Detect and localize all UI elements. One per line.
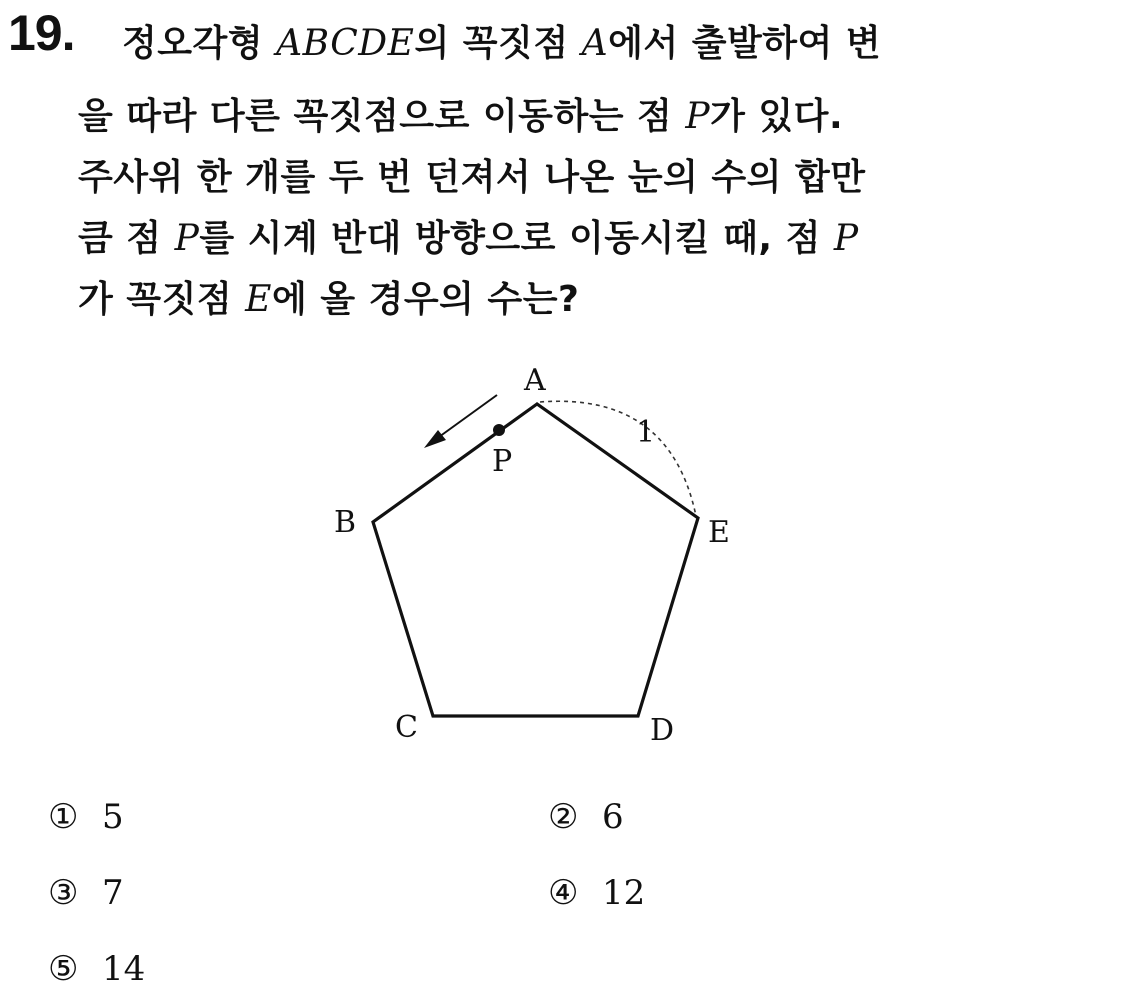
point-var: P [685, 96, 711, 137]
choice-mark: ① [48, 797, 79, 837]
choice-value: 12 [602, 873, 646, 913]
text: 을 따라 다른 꼭짓점으로 이동하는 점 [78, 96, 686, 137]
choice-value: 6 [602, 797, 624, 837]
text: 를 시계 반대 방향으로 이동시킬 때, 점 [199, 218, 834, 259]
choice-1[interactable] [48, 797, 124, 837]
text: 가 있다. [710, 96, 844, 137]
text: 가 꼭짓점 [78, 279, 246, 320]
vertex-var: A [581, 23, 609, 64]
text: 의 꼭짓점 [414, 23, 582, 64]
arrow-head [424, 430, 446, 448]
pentagon [373, 404, 698, 716]
text: 큼 점 [78, 218, 175, 259]
vertex-label-e: E [708, 515, 730, 550]
choice-mark: ③ [48, 873, 79, 913]
choice-value: 7 [102, 873, 124, 913]
point-var: P [174, 218, 200, 259]
text: 에서 출발하여 변 [608, 23, 882, 64]
point-var: P [833, 218, 859, 259]
arc-label: 1 [636, 415, 656, 450]
choice-mark: ⑤ [48, 949, 79, 989]
vertex-label-d: D [650, 713, 675, 748]
choice-5[interactable] [48, 949, 145, 989]
point-p [493, 424, 505, 436]
choice-2[interactable] [548, 797, 624, 837]
text: 에 올 경우의 수는? [271, 279, 580, 320]
pentagon-name: ABCDE [276, 23, 415, 64]
choice-4[interactable] [548, 873, 645, 913]
choice-value: 5 [102, 797, 124, 837]
vertex-label-b: B [334, 505, 357, 540]
question-line-3: 주사위 한 개를 두 번 던져서 나온 눈의 수의 합만 [78, 157, 866, 198]
point-label-p: P [492, 444, 513, 479]
choice-mark: ② [548, 797, 579, 837]
choice-mark: ④ [548, 873, 579, 913]
question-number: 19. [8, 5, 75, 61]
vertex-var: E [245, 279, 272, 320]
choice-value: 14 [102, 949, 146, 989]
choice-3[interactable] [48, 873, 124, 913]
vertex-label-a: A [524, 363, 546, 398]
vertex-label-c: C [395, 710, 418, 745]
text: 정오각형 [122, 23, 277, 64]
